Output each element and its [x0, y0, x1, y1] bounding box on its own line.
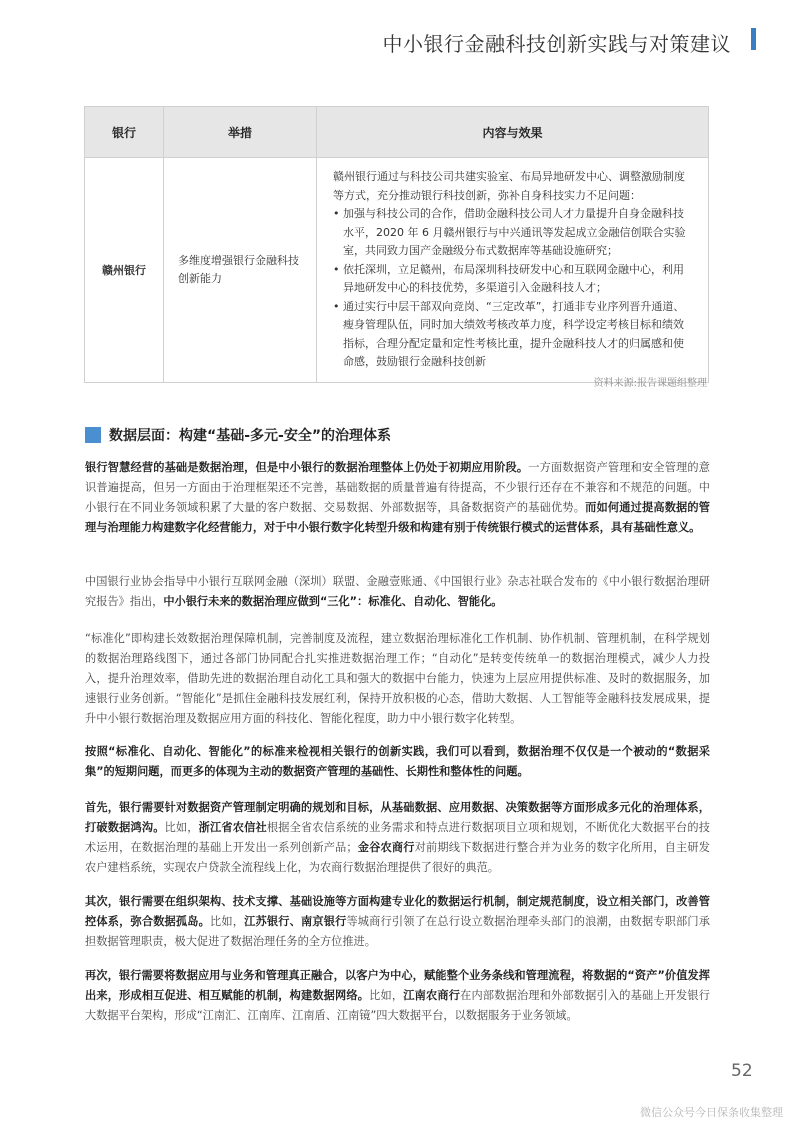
page-number: 52	[731, 1061, 753, 1081]
content-bullet-list	[333, 205, 694, 372]
table-cell-measure: 多维度增强银行金融科技创新能力	[164, 158, 317, 383]
paragraph-1	[85, 458, 710, 538]
bold-text: 浙江省农信社	[198, 821, 267, 834]
watermark-text: 微信公众号今日保条收集整理	[640, 1106, 783, 1119]
body-text: 中国银行业协会指导中小银行互联网金融（深圳）联盟、金融壹账通、《中国银行业》杂志社联合发布的《中小银行数据治理研究报告》指出，	[85, 575, 710, 608]
section-heading	[85, 425, 391, 445]
paragraph-3	[85, 629, 710, 729]
table-source-note: 资料来源:报告课题组整理	[593, 378, 707, 389]
bold-text: 再次，银行需要将数据应用与业务和管理真正融合，以客户为中心，赋能整个业务条线和管理流程，将数据的“资产”价值发挥出来，形成相互促进、相互赋能的机制，构建数据网络。	[85, 969, 710, 1002]
bold-text: 江苏银行、南京银行	[244, 915, 347, 928]
content-intro: 赣州银行通过与科技公司共建实验室、布局异地研发中心、调整激励制度等方式，充分推动银行科技创新，弥补自身科技实力不足问题：	[333, 170, 685, 202]
bold-text: 首先，银行需要针对数据资产管理制定明确的规划和目标，从基础数据、应用数据、决策数据等方面形成多元化的治理体系，打破数据鸿沟。	[85, 801, 710, 834]
header-accent-bar	[751, 28, 756, 50]
measures-table	[84, 106, 709, 383]
table-header-row	[85, 107, 709, 158]
body-text: 根据全省农信系统的业务需求和特点进行数据项目立项和规划，不断优化大数据平台的技术运用，在数据治理的基础上开发出一系列创新产品；	[85, 821, 710, 854]
paragraph-7	[85, 966, 710, 1026]
section-marker-icon	[85, 427, 101, 443]
body-text: “标准化”即构建长效数据治理保障机制，完善制度及流程，建立数据治理标准化工作机制、协作机制、管理机制，在科学规划的数据治理路线图下，通过各部门协同配合扎实推进数据治理工作；“自动化”是转变传统单一的数据治理模式，减少人力投入，提升治理效率，借助先进的数据治理自动化工具和强大的数据中台能力，快速为上层应用提供标准、及时的数据服务，加速银行业务创新。“智能化”是抓住金融科技发展红利，保持开放积极的心态，借助大数据、人工智能等金融科技发展成果，提升中小银行数据治理及数据应用方面的科技化、智能化程度，助力中小银行数字化转型。	[85, 632, 710, 725]
body-text: 在内部数据治理和外部数据引入的基础上开发银行大数据平台架构，形成“江南汇、江南库、江南盾、江南镜”四大数据平台，以数据服务于业务领域。	[85, 989, 710, 1022]
section-heading-text: 数据层面：构建“基础-多元-安全”的治理体系	[109, 428, 392, 444]
list-item: • 加强与科技公司的合作，借助金融科技公司人才力量提升自身金融科技水平，2020 年 6 月赣州银行与中兴通讯等发起成立金融信创联合实验室，共同致力国产金融级分布式数据库等基础设施研究；	[333, 205, 694, 261]
bold-text: 江南农商行	[403, 989, 461, 1002]
table-header-measure: 举措	[164, 107, 317, 158]
paragraph-4	[85, 742, 710, 782]
list-item: • 依托深圳，立足赣州，布局深圳科技研发中心和互联网金融中心，利用异地研发中心的科技优势，多渠道引入金融科技人才；	[333, 261, 694, 298]
body-text: 等城商行引领了在总行设立数据治理牵头部门的浪潮，由数据专职部门承担数据管理职责，极大促进了数据治理任务的全方位推进。	[85, 915, 710, 948]
bold-text: 按照“标准化、自动化、智能化”的标准来检视相关银行的创新实践，我们可以看到，数据治理不仅仅是一个被动的“数据采集”的短期问题，而更多的体现为主动的数据资产管理的基础性、长期性和整体性的问题。	[85, 745, 710, 778]
body-text: 比如，	[210, 915, 245, 928]
list-item: • 通过实行中层干部双向竞岗、“三定改革”，打通非专业序列晋升通道、瘦身管理队伍，同时加大绩效考核改革力度，科学设定考核目标和绩效指标，合理分配定量和定性考核比重，提升金融科技人才的归属感和使命感，鼓励银行金融科技创新	[333, 298, 694, 372]
paragraph-6	[85, 892, 710, 952]
paragraph-2	[85, 572, 710, 612]
bold-text: 中小银行未来的数据治理应做到“三化”：标准化、自动化、智能化。	[163, 595, 503, 608]
table-cell-bank: 赣州银行	[85, 158, 164, 383]
table-header-content: 内容与效果	[317, 107, 709, 158]
table-cell-content	[317, 158, 709, 383]
body-text: 比如，	[369, 989, 404, 1002]
page-header-title: 中小银行金融科技创新实践与对策建议	[382, 32, 731, 56]
body-text: 比如，	[164, 821, 199, 834]
paragraph-5	[85, 798, 710, 878]
bold-text: 而如何通过提高数据的管理与治理能力构建数字化经营能力，对于中小银行数字化转型升级和构建有别于传统银行模式的运营体系，具有基础性意义。	[85, 501, 710, 534]
bold-text: 金谷农商行	[357, 841, 415, 854]
table-header-bank: 银行	[85, 107, 164, 158]
bold-text: 其次，银行需要在组织架构、技术支撑、基础设施等方面构建专业化的数据运行机制，制定规范制度，设立相关部门，改善管控体系，弥合数据孤岛。	[85, 895, 710, 928]
body-text: 一方面数据资产管理和安全管理的意识普遍提高，但另一方面由于治理框架还不完善，基础数据的质量普遍有待提高，不少银行还存在不兼容和不规范的问题。中小银行在不同业务领域积累了大量的客户数据、交易数据、外部数据等，具备数据资产的基础优势。	[85, 461, 710, 514]
table-row	[85, 158, 709, 383]
bold-text: 银行智慧经营的基础是数据治理，但是中小银行的数据治理整体上仍处于初期应用阶段。	[85, 461, 529, 474]
body-text: 对前期线下数据进行整合并为业务的数字化所用，自主研发农户建档系统，实现农户贷款全流程线上化，为农商行数据治理提供了很好的典范。	[85, 841, 710, 874]
